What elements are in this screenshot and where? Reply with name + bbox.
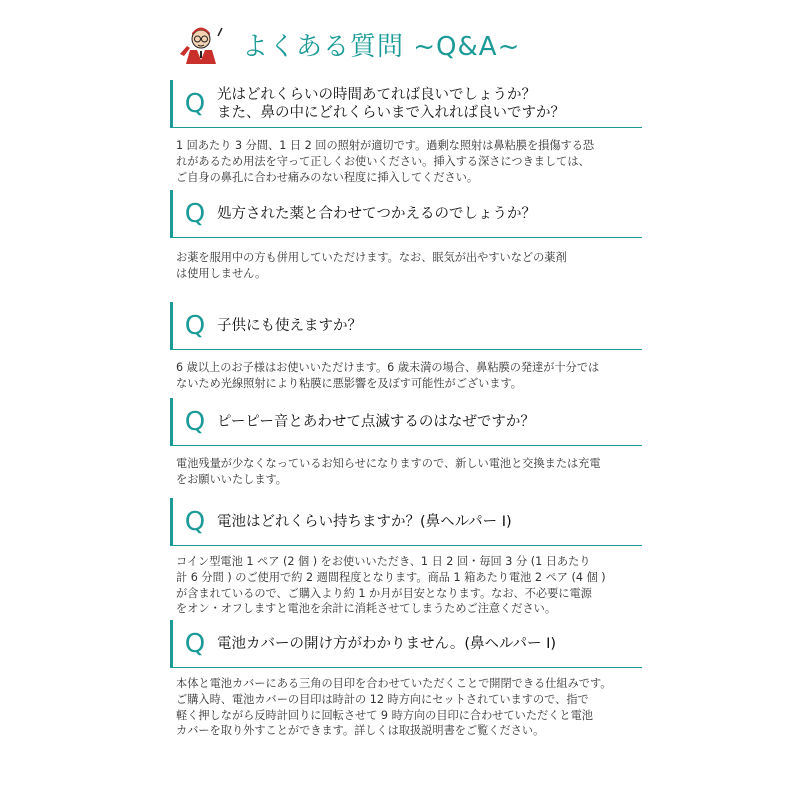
question-box	[170, 302, 642, 350]
q-mark: Q	[184, 88, 206, 119]
q-mark: Q	[184, 506, 206, 537]
answer-line: カバーを取り外すことができます。詳しくは取扱説明書をご覧ください。	[176, 724, 545, 738]
answer-text	[176, 138, 652, 185]
answer-line: をオン・オフしますと電池を余計に消耗させてしまうためご注意ください。	[176, 602, 557, 616]
answer-line: ないため光線照射により粘膜に悪影響を及ぼす可能性がございます。	[176, 376, 522, 390]
q-mark: Q	[184, 628, 206, 659]
answer-line: 電池残量が少なくなっているお知らせになりますので、新しい電池と交換または充電	[176, 457, 601, 470]
question-line: また、鼻の中にどれくらいまで入れれば良いですか？	[217, 104, 565, 121]
question-box	[170, 620, 642, 668]
q-mark: Q	[184, 406, 206, 437]
question-box	[170, 190, 642, 238]
answer-line: コイン型電池 1 ペア (2 個 ) をお使いいただき、1 日 2 回・毎回 3 分 (1 日あたり	[176, 555, 591, 568]
question-box	[170, 498, 642, 546]
question-line: 光はどれくらいの時間あてれば良いでしょうか？	[217, 86, 536, 103]
faq-item	[170, 620, 642, 739]
q-mark: Q	[184, 310, 206, 341]
question-line: 子供にも使えますか？	[217, 317, 362, 334]
answer-text	[176, 360, 652, 392]
answer-line: お薬を服用中の方も併用していただけます。なお、眠気が出やすいなどの薬剤	[176, 251, 567, 264]
answer-line: ご自身の鼻孔に合わせ痛みのない程度に挿入してください。	[176, 170, 479, 184]
q-mark: Q	[184, 198, 206, 229]
answer-line: をお願いいたします。	[176, 472, 287, 486]
answer-line: 軽く押しながら反時計回りに回転させて 9 時方向の目印に合わせていただくと電池	[176, 708, 593, 722]
answer-text	[176, 250, 652, 282]
answer-line: 本体と電池カバーにある三角の目印を合わせていただくことで開閉できる仕組みです。	[176, 677, 612, 690]
question-line: ピーピー音とあわせて点滅するのはなぜですか？	[217, 413, 535, 430]
question-text	[217, 413, 535, 431]
answer-line: ご購入時、電池カバーの目印は時計の 12 時方向にセットされていますので、指で	[176, 692, 589, 706]
question-box	[170, 80, 642, 128]
question-line: 処方された薬と合わせてつかえるのでしょうか？	[217, 205, 536, 222]
doctor-icon	[178, 24, 224, 64]
answer-text	[176, 676, 652, 739]
question-box	[170, 398, 642, 446]
page-title: よくある質問 ~Q&A~	[242, 31, 521, 62]
page-header	[178, 22, 520, 66]
question-line: 電池はどれくらい持ちますか？(鼻ヘルパー I)	[217, 513, 512, 530]
answer-text	[176, 554, 652, 617]
question-line: 電池カバーの開け方がわかりません。(鼻ヘルパー I)	[217, 635, 557, 652]
answer-line: 計 6 分間 ) のご使用で約 2 週間程度となります。商品 1 箱あたり電池 2 ペア (4 個 )	[176, 570, 606, 584]
faq-item	[170, 398, 642, 488]
question-text	[217, 635, 556, 653]
answer-line: れがあるため用法を守って正しくお使いください。挿入する深さにつきましては、	[176, 154, 590, 168]
question-text	[217, 513, 512, 531]
faq-item	[170, 498, 642, 617]
faq-item	[170, 80, 642, 185]
question-text	[217, 317, 362, 335]
faq-item	[170, 190, 642, 282]
answer-line: は使用しません。	[176, 266, 267, 280]
answer-line: が含まれているので、ご購入より約 1 か月が目安となります。なお、不必要に電源	[176, 586, 592, 600]
faq-item	[170, 302, 642, 392]
answer-line: 6 歳以上のお子様はお使いいただけます。6 歳未満の場合、鼻粘膜の発達が十分では	[176, 361, 600, 374]
answer-line: 1 回あたり 3 分間、1 日 2 回の照射が適切です。過剰な照射は鼻粘膜を損傷する恐	[176, 139, 595, 152]
question-text	[217, 205, 536, 223]
question-text	[217, 86, 565, 122]
answer-text	[176, 456, 652, 488]
